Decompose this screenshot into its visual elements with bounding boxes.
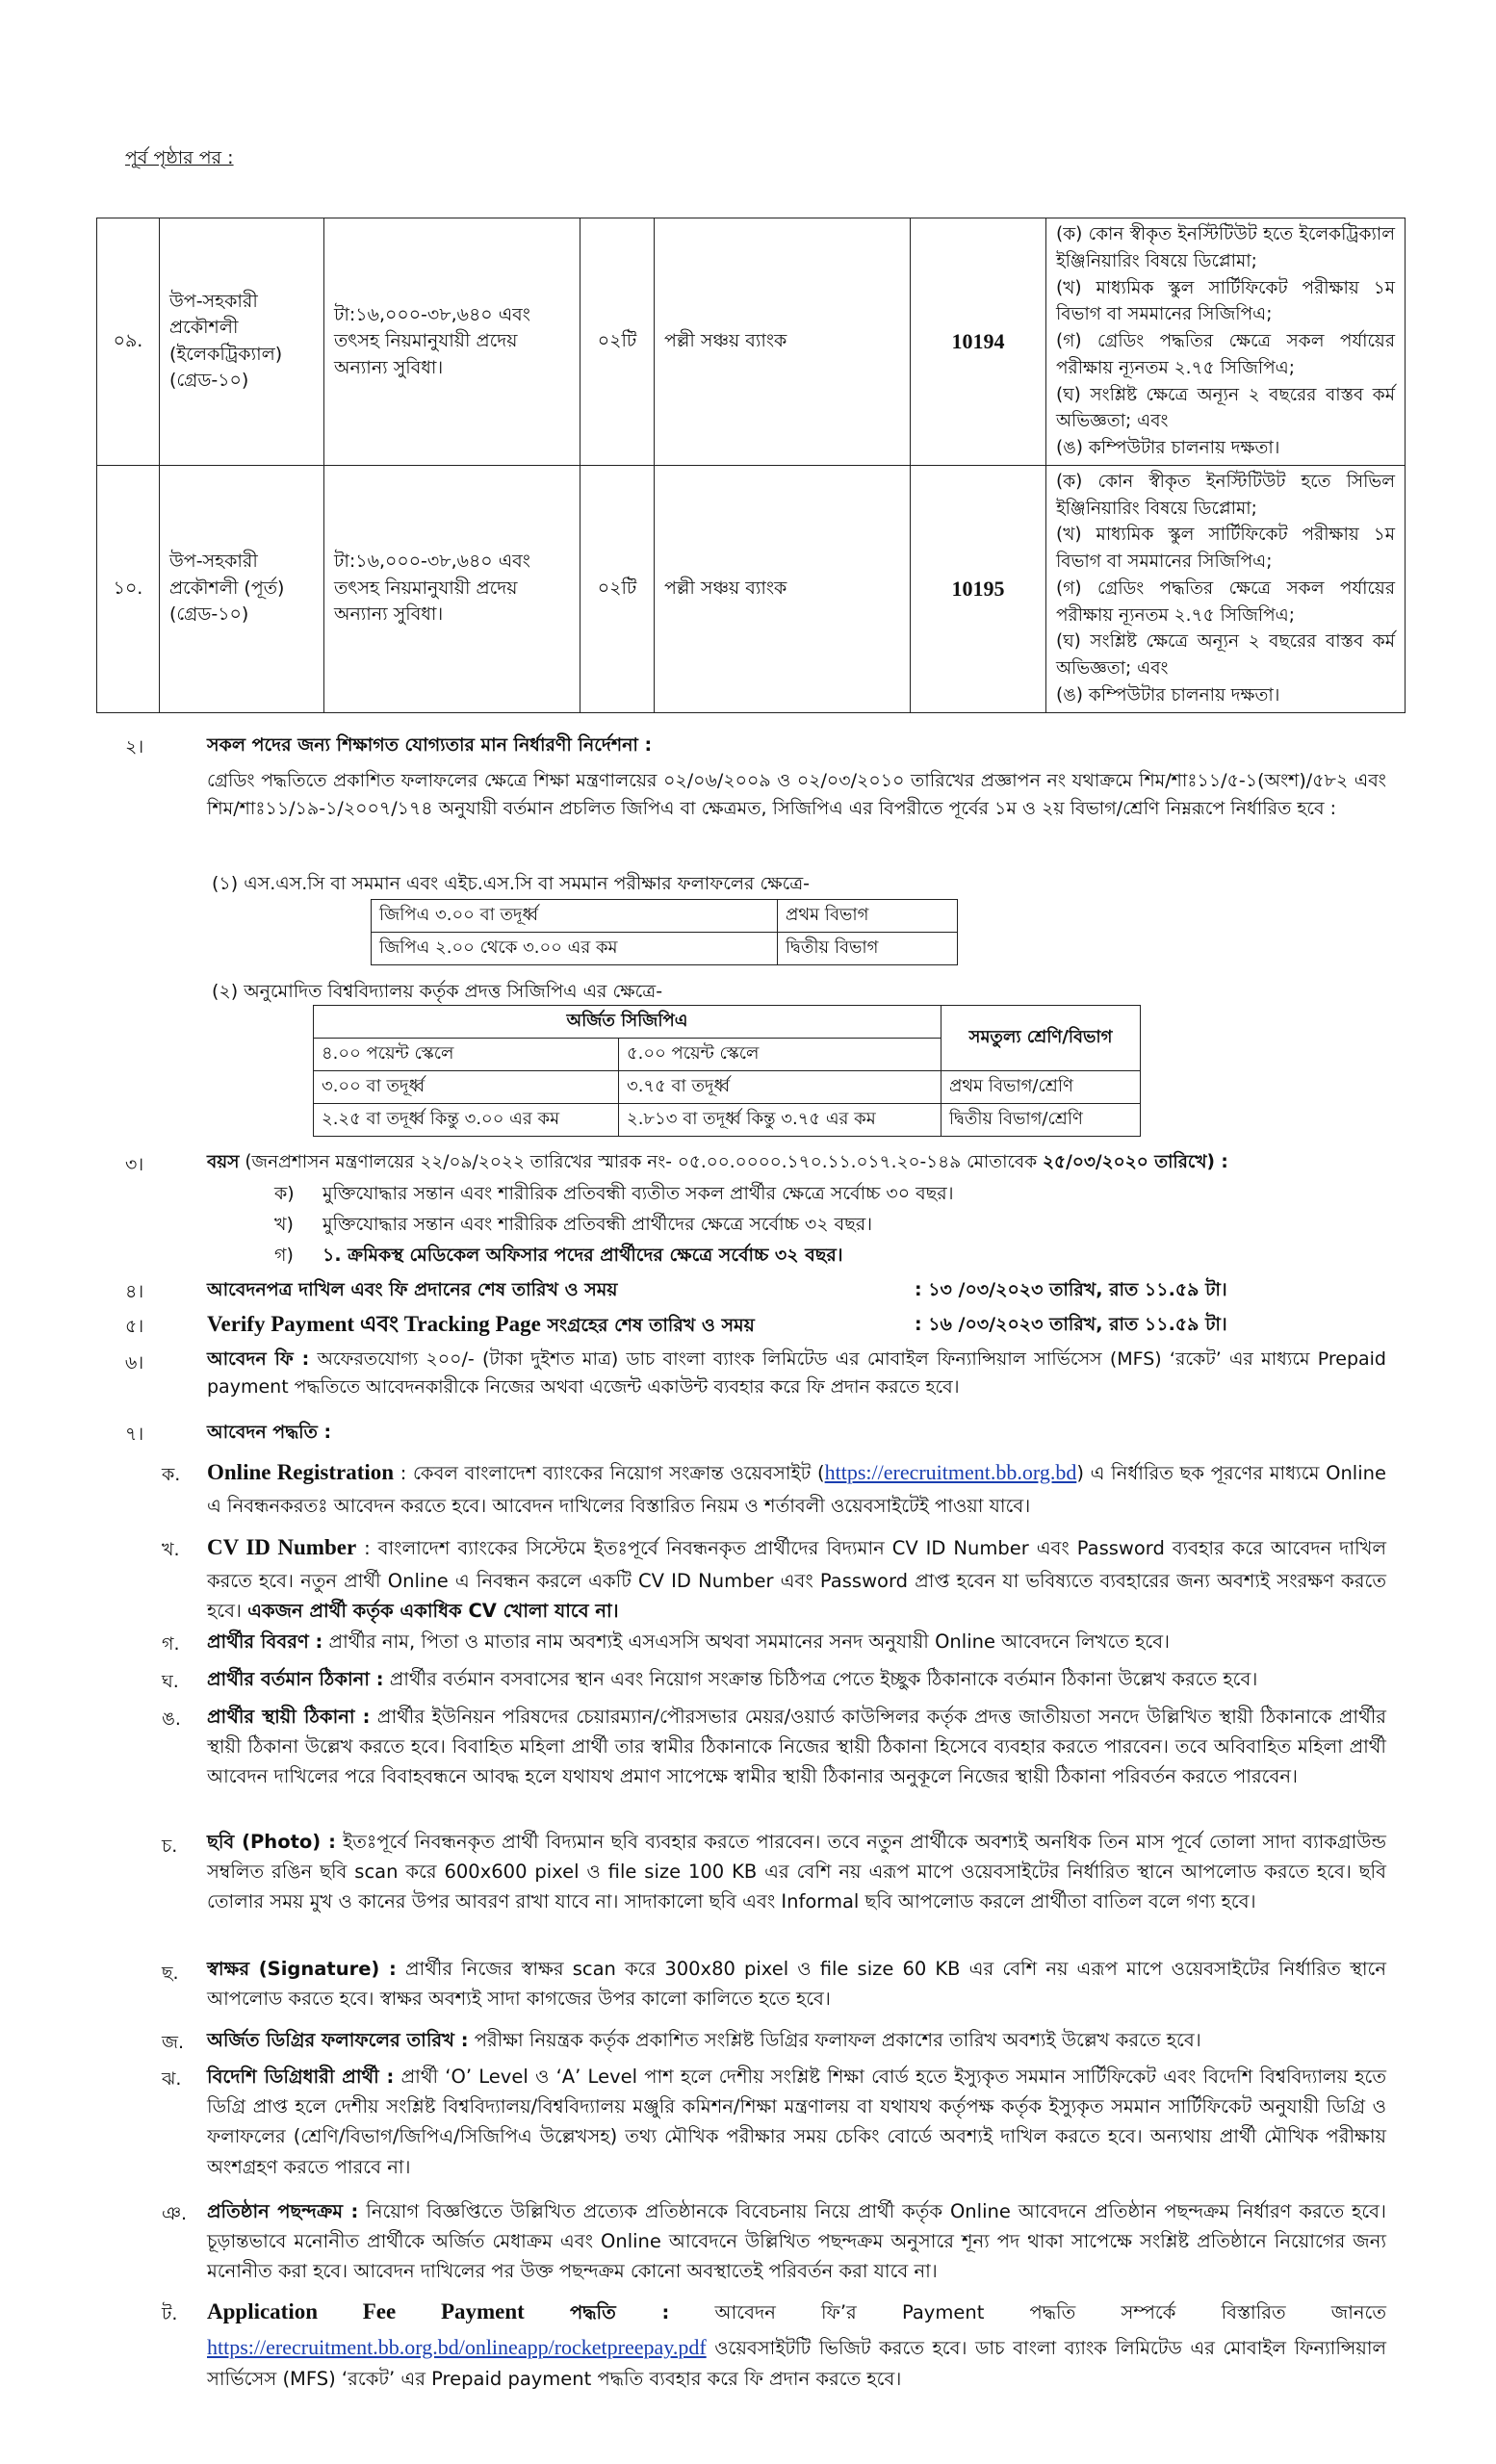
post-code-cell: 10194 [911,218,1046,466]
item-text: : কেবল বাংলাদেশ ব্যাংকের নিয়োগ সংক্রান্ত ওয়েবসাইট ( [400,1462,825,1484]
organization-cell: পল্লী সঞ্চয় ব্যাংক [655,218,911,466]
erecruitment-link[interactable]: https://erecruitment.bb.org.bd [824,1460,1077,1484]
qualification-cell [1046,465,1406,712]
item-heading: Online Registration [207,1460,395,1484]
section-number: ২। [125,736,144,757]
item-text: প্রার্থী ‘O’ Level ও ‘A’ Level পাশ হলে দেশীয় সংশ্লিষ্ট শিক্ষা বোর্ড হতে ইস্যুকৃত সমমান সার্টিফিকেট এবং বিদেশি বিশ্ববিদ্যালয় হতে ডিগ্রি প্রাপ্ত হলে দেশীয় সংশ্লিষ্ট বিশ্ববিদ্যালয়/বিশ্ববিদ্যালয় মঞ্জুরি কমিশন/শিক্ষা মন্ত্রণালয় বা যথাযথ কর্তৃপক্ষ কর্তৃক ইস্যুকৃত সমমান সার্টিফিকেট অনুযায়ী ডিগ্রি ও ফলাফলের (শ্রেণি/বিভাগ/জিপিএ/সিজিপিএ উল্লেখসহ) তথ্য মৌখিক পরীক্ষার সময় চেকিং বোর্ডে অবশ্যই দাখিল করতে হবে। অন্যথায় প্রার্থী মৌখিক পরীক্ষায় অংশগ্রহণ করতে পারবে না। [207,2066,1386,2178]
item-text: নিয়োগ বিজ্ঞপ্তিতে উল্লিখিত প্রত্যেক প্রতিষ্ঠানকে বিবেচনায় নিয়ে প্রার্থী কর্তৃক Online আবেদনে প্রতিষ্ঠান পছন্দক্রম নির্ধারণ করতে হবে। চূড়ান্তভাবে মনোনীত প্রার্থীকে অর্জিত মেধাক্রম এবং Online আবেদনে উল্লিখিত পছন্দক্রম অনুসারে শূন্য পদ থাকা সাপেক্ষে সংশ্লিষ্ট প্রতিষ্ঠানে নিয়োগের জন্য মনোনীত করা হবে। আবেদন দাখিলের পর উক্ত পছন্দক্রম কোনো অবস্থাতেই পরিবর্তন করা যাবে না। [207,2200,1386,2283]
item-heading: স্বাক্ষর (Signature) : [207,1958,397,1980]
section-title: আবেদন পদ্ধতি : [207,1422,332,1443]
table-cell: ৩.০০ বা তদূর্ধ্ব [314,1071,619,1104]
age-item-label: ক) [274,1183,295,1204]
section-number: ৬। [125,1352,144,1373]
qualification-line: (ক) কোন স্বীকৃত ইনস্টিটিউট হতে ইলেকট্রিক্যাল ইঞ্জিনিয়ারিং বিষয়ে ডিপ্লোমা; [1056,224,1395,271]
item-heading-bn: পদ্ধতি : [570,2301,670,2323]
item-heading: প্রার্থীর স্থায়ী ঠিকানা : [207,1706,371,1728]
table-row [372,900,958,933]
item-label: গ. [162,1633,180,1655]
deadline-value: : ১৩ /০৩/২০২৩ তারিখ, রাত ১১.৫৯ টা। [915,1279,1227,1300]
item-text: আবেদন ফি’র Payment পদ্ধতি সম্পর্কে বিস্তারিত জানতে [714,2301,1387,2323]
rocket-prepay-link[interactable]: https://erecruitment.bb.org.bd/onlineapp/rocketpreepay.pdf [207,2334,707,2359]
table-row [314,1071,1141,1104]
table-row [314,1006,1141,1039]
verify-label [207,1307,755,1342]
verify-label-bn: সংগ্রহের শেষ তারিখ ও সময় [547,1315,755,1336]
subsection-label: (২) অনুমোদিত বিশ্ববিদ্যালয় কর্তৃক প্রদত্ত সিজিপিএ এর ক্ষেত্রে- [212,981,663,1002]
section-number: ৩। [125,1154,144,1175]
age-date: ২৫/০৩/২০২০ তারিখে) : [1043,1152,1228,1172]
table-cell: ৫.০০ পয়েন্ট স্কেলে [619,1039,941,1071]
permanent-address-item [207,1702,1386,1792]
item-text: প্রার্থীর ইউনিয়ন পরিষদের চেয়ারম্যান/পৌরসভার মেয়র/ওয়ার্ড কাউন্সিলর কর্তৃক প্রদত্ত জাতীয়তা সনদে উল্লিখিত স্থায়ী ঠিকানাকে প্রার্থীর স্থায়ী ঠিকানা উল্লেখ করতে হবে। বিবাহিত মহিলা প্রার্থী তার স্বামীর ঠিকানাকে নিজের স্থায়ী ঠিকানা হিসেবে ব্যবহার করতে পারবেন। তবে অবিবাহিত মহিলা প্রার্থী আবেদন দাখিলের পরে বিবাহবন্ধনে আবদ্ধ হলে যথাযথ প্রমাণ সাপেক্ষে স্বামীর স্থায়ী ঠিকানার অনুকূলে নিজের স্থায়ী ঠিকানা পরিবর্তন করতে পারবেন। [207,1706,1387,1788]
post-name-cell: উপ-সহকারী প্রকৌশলী (ইলেকট্রিক্যাল) (গ্রেড-১০) [160,218,324,466]
item-heading: প্রতিষ্ঠান পছন্দক্রম : [207,2200,359,2222]
section-number: ৪। [125,1281,144,1302]
table-cell: প্রথম বিভাগ/শ্রেণি [941,1071,1141,1104]
cv-id-item [207,1530,1386,1626]
item-heading: প্রার্থীর বিবরণ : [207,1630,323,1653]
age-title: বয়স [207,1152,240,1172]
item-label: ঘ. [162,1671,179,1692]
posts-table [96,218,1406,713]
post-name-cell: উপ-সহকারী প্রকৌশলী (পূর্ত) (গ্রেড-১০) [160,465,324,712]
qualification-line: (গ) গ্রেডিং পদ্ধতির ক্ষেত্রে সকল পর্যায়ের পরীক্ষায় ন্যূনতম ২.৭৫ সিজিপিএ; [1056,331,1395,378]
institution-preference-item [207,2196,1386,2287]
table-cell: জিপিএ ৩.০০ বা তদূর্ধ্ব [372,900,778,933]
table-cell: ২.৮১৩ বা তদূর্ধ্ব কিন্তু ৩.৭৫ এর কম [619,1104,941,1137]
table-cell: দ্বিতীয় বিভাগ/শ্রেণি [941,1104,1141,1137]
photo-item [207,1827,1386,1917]
table-cell: দ্বিতীয় বিভাগ [778,933,958,965]
verify-value: : ১৬ /০৩/২০২৩ তারিখ, রাত ১১.৫৯ টা। [915,1314,1227,1335]
item-label: ক. [162,1464,181,1485]
quantity-cell: ০২টি [580,218,655,466]
present-address-item [207,1664,1386,1694]
gpa-table [371,899,958,965]
item-heading: বিদেশি ডিগ্রিধারী প্রার্থী : [207,2066,395,2088]
verify-label-en: Verify Payment এবং Tracking Page [207,1312,541,1336]
age-heading [207,1149,1401,1177]
qualification-line: (ঘ) সংশ্লিষ্ট ক্ষেত্রে অন্যূন ২ বছরের বাস্তব কর্ম অভিজ্ঞতা; এবং [1056,384,1395,432]
qualification-line: (ক) কোন স্বীকৃত ইনস্টিটিউট হতে সিভিল ইঞ্জিনিয়ারিং বিষয়ে ডিপ্লোমা; [1056,471,1395,519]
table-cell: ৪.০০ পয়েন্ট স্কেলে [314,1039,619,1071]
age-item-label: গ) [274,1245,294,1266]
online-registration-item [207,1455,1386,1521]
table-cell: ২.২৫ বা তদূর্ধ্ব কিন্তু ৩.০০ এর কম [314,1104,619,1137]
serial-cell: ১০. [97,465,160,712]
serial-cell: ০৯. [97,218,160,466]
fee-label: আবেদন ফি : [207,1348,310,1370]
qualification-line: (খ) মাধ্যমিক স্কুল সার্টিফিকেট পরীক্ষায় ১ম বিভাগ বা সমমানের সিজিপিএ; [1056,525,1395,572]
pay-scale-cell: টা:১৬,০০০-৩৮,৬৪০ এবং তৎসহ নিয়মানুযায়ী প্রদেয় অন্যান্য সুবিধা। [324,465,580,712]
qualification-line: (ঘ) সংশ্লিষ্ট ক্ষেত্রে অন্যূন ২ বছরের বাস্তব কর্ম অভিজ্ঞতা; এবং [1056,631,1395,679]
age-item-text: মুক্তিযোদ্ধার সন্তান এবং শারীরিক প্রতিবন্ধী প্রার্থীদের ক্ষেত্রে সর্বোচ্চ ৩২ বছর। [322,1214,872,1235]
cgpa-table [313,1005,1141,1137]
qualification-line: (খ) মাধ্যমিক স্কুল সার্টিফিকেট পরীক্ষায় ১ম বিভাগ বা সমমানের সিজিপিএ; [1056,277,1395,325]
age-item-text: মুক্তিযোদ্ধার সন্তান এবং শারীরিক প্রতিবন্ধী ব্যতীত সকল প্রার্থীর ক্ষেত্রে সর্বোচ্চ ৩০ বছর। [322,1183,954,1204]
table-row [97,218,1406,466]
qualification-cell [1046,218,1406,466]
subsection-label: (১) এস.এস.সি বা সমমান এবং এইচ.এস.সি বা সমমান পরীক্ষার ফলাফলের ক্ষেত্রে- [212,873,811,894]
result-date-item [207,2025,1386,2055]
item-label: খ. [162,1539,180,1560]
item-heading: ছবি (Photo) : [207,1831,336,1853]
item-text: প্রার্থীর বর্তমান বসবাসের স্থান এবং নিয়োগ সংক্রান্ত চিঠিপত্র পেতে ইচ্ছুক ঠিকানাকে বর্তমান ঠিকানা উল্লেখ করতে হবে। [389,1668,1258,1690]
qualification-line: (ঙ) কম্পিউটার চালনায় দক্ষতা। [1056,438,1280,458]
table-cell: প্রথম বিভাগ [778,900,958,933]
table-cell: ৩.৭৫ বা তদূর্ধ্ব [619,1071,941,1104]
pay-scale-cell: টা:১৬,০০০-৩৮,৬৪০ এবং তৎসহ নিয়মানুযায়ী প্রদেয় অন্যান্য সুবিধা। [324,218,580,466]
item-text: ওয়েবসাইটটি ভিজিট করতে হবে। ডাচ বাংলা ব্যাংক লিমিটেড এর মোবাইল ফিন্যান্সিয়াল সার্ভিসেস (MFS) ‘রকেট’ এর Prepaid payment পদ্ধতি ব্যবহার করে ফি প্রদান করতে হবে। [207,2336,1387,2390]
previous-page-note: পূর্ব পৃষ্ঠার পর : [125,147,234,168]
item-text: ইতঃপূর্বে নিবন্ধনকৃত প্রার্থী বিদ্যমান ছবি ব্যবহার করতে পারবেন। তবে নতুন প্রার্থীকে অবশ্যই অনধিক তিন মাস পূর্বে তোলা সাদা ব্যাকগ্রাউন্ড সম্বলিত রঙিন ছবি scan করে 600x600 pixel ও file size 100 KB এর বেশি নয় এরূপ মাপে ওয়েবসাইটের নির্ধারিত স্থানে আপলোড করতে হবে। ছবি তোলার সময় মুখ ও কানের উপর আবরণ রাখা যাবে না। সাদাকালো ছবি এবং Informal ছবি আপলোড করলে প্রার্থীতা বাতিল বলে গণ্য হবে। [207,1831,1386,1913]
item-label: ছ. [162,1963,179,1984]
item-label: ঝ. [162,2068,182,2090]
age-item-text: ১. ক্রমিকস্থ মেডিকেল অফিসার পদের প্রার্থীদের ক্ষেত্রে সর্বোচ্চ ৩২ বছর। [322,1245,843,1266]
table-header: সমতুল্য শ্রেণি/বিভাগ [941,1006,1141,1071]
table-row [372,933,958,965]
post-code-cell: 10195 [911,465,1046,712]
item-text: ) এ নির্ধারিত ছক পূরণের মাধ্যমে Online এ নিবন্ধনকরতঃ আবেদন করতে হবে। আবেদন দাখিলের বিস্তারিত নিয়ম ও শর্তাবলী ওয়েবসাইটেই পাওয়া যাবে। [207,1462,1387,1517]
section-number: ৭। [125,1424,144,1445]
item-label: ঙ. [162,1708,181,1730]
candidate-details-item [207,1627,1386,1656]
item-heading: CV ID Number [207,1535,357,1559]
section-number: ৫। [125,1316,144,1337]
item-text: প্রার্থীর নাম, পিতা ও মাতার নাম অবশ্যই এসএসসি অথবা সমমানের সনদ অনুযায়ী Online আবেদনে লিখতে হবে। [328,1630,1171,1653]
item-text: : বাংলাদেশ ব্যাংকের সিস্টেমে ইতঃপূর্বে নিবন্ধনকৃত প্রার্থীদের বিদ্যমান CV ID Number এবং Password ব্যবহার করে আবেদন দাখিল করতে হবে। নতুন প্রার্থী Online এ নিবন্ধন করলে একটি CV ID Number এবং Password প্রাপ্ত হবেন যা ভবিষ্যতে ব্যবহারের জন্য অবশ্যই সংরক্ষণ করতে হবে। [207,1537,1386,1622]
qualification-line: (গ) গ্রেডিং পদ্ধতির ক্ষেত্রে সকল পর্যায়ের পরীক্ষায় ন্যূনতম ২.৭৫ সিজিপিএ; [1056,578,1395,626]
organization-cell: পল্লী সঞ্চয় ব্যাংক [655,465,911,712]
fee-text: অফেরতযোগ্য ২০০/- (টাকা দুইশত মাত্র) ডাচ বাংলা ব্যাংক লিমিটেড এর মোবাইল ফিন্যান্সিয়াল সার্ভিসেস (MFS) ‘রকেট’ এর মাধ্যমে Prepaid payment পদ্ধতিতে আবেদনকারীকে নিজের অথবা এজেন্ট একাউন্ট ব্যবহার করে ফি প্রদান করতে হবে। [207,1348,1386,1399]
item-label: জ. [162,2032,185,2053]
deadline-label: আবেদনপত্র দাখিল এবং ফি প্রদানের শেষ তারিখ ও সময় [207,1279,618,1300]
grading-paragraph: গ্রেডিং পদ্ধতিতে প্রকাশিত ফলাফলের ক্ষেত্রে শিক্ষা মন্ত্রণালয়ের ০২/০৬/২০০৯ ও ০২/০৩/২০১০ তারিখের প্রজ্ঞাপন নং যথাক্রমে শিম/শাঃ১১/৫-১(অংশ)/৫৮২ এবং শিম/শাঃ১১/১৯-১/২০০৭/১৭৪ অনুযায়ী বর্তমান প্রচলিত জিপিএ বা ক্ষেত্রমত, সিজিপিএ এর বিপরীতে পূর্বের ১ম ও ২য় বিভাগ/শ্রেণি নিম্নরূপে নির্ধারিত হবে : [207,770,1386,820]
item-heading: প্রার্থীর বর্তমান ঠিকানা : [207,1668,384,1690]
section-title: সকল পদের জন্য শিক্ষাগত যোগ্যতার মান নির্ধারণী নির্দেশনা : [207,734,653,756]
item-label: চ. [162,1835,178,1857]
age-item-label: খ) [274,1214,294,1235]
age-memo: (জনপ্রশাসন মন্ত্রণালয়ের ২২/০৯/২০২২ তারিখের স্মারক নং- ০৫.০০.০০০০.১৭০.১১.০১৭.২০-১৪৯ মোতাবেক [245,1152,1038,1172]
table-header: অর্জিত সিজিপিএ [314,1006,941,1039]
table-row [314,1104,1141,1137]
signature-item [207,1954,1386,2014]
fee-payment-item [207,2295,1386,2394]
qualification-line: (ঙ) কম্পিউটার চালনায় দক্ষতা। [1056,684,1280,706]
item-text-bold: একজন প্রার্থী কর্তৃক একাধিক CV খোলা যাবে না। [247,1599,619,1622]
item-text: প্রার্থীর নিজের স্বাক্ষর scan করে 300x80 pixel ও file size 60 KB এর বেশি নয় এরূপ মাপে ওয়েবসাইটের নির্ধারিত স্থানে আপলোড করতে হবে। স্বাক্ষর অবশ্যই সাদা কাগজের উপর কালো কালিতে হতে হবে। [207,1958,1386,2011]
item-text: পরীক্ষা নিয়ন্ত্রক কর্তৃক প্রকাশিত সংশ্লিষ্ট ডিগ্রির ফলাফল প্রকাশের তারিখ অবশ্যই উল্লেখ করতে হবে। [474,2029,1201,2051]
foreign-degree-item [207,2062,1386,2182]
fee-paragraph [207,1346,1386,1402]
item-label: ট. [162,2303,178,2324]
table-cell: জিপিএ ২.০০ থেকে ৩.০০ এর কম [372,933,778,965]
item-heading: অর্জিত ডিগ্রির ফলাফলের তারিখ : [207,2029,469,2051]
item-heading: Application Fee Payment [207,2299,525,2323]
item-label: ঞ. [162,2203,188,2224]
quantity-cell: ০২টি [580,465,655,712]
table-row [97,465,1406,712]
